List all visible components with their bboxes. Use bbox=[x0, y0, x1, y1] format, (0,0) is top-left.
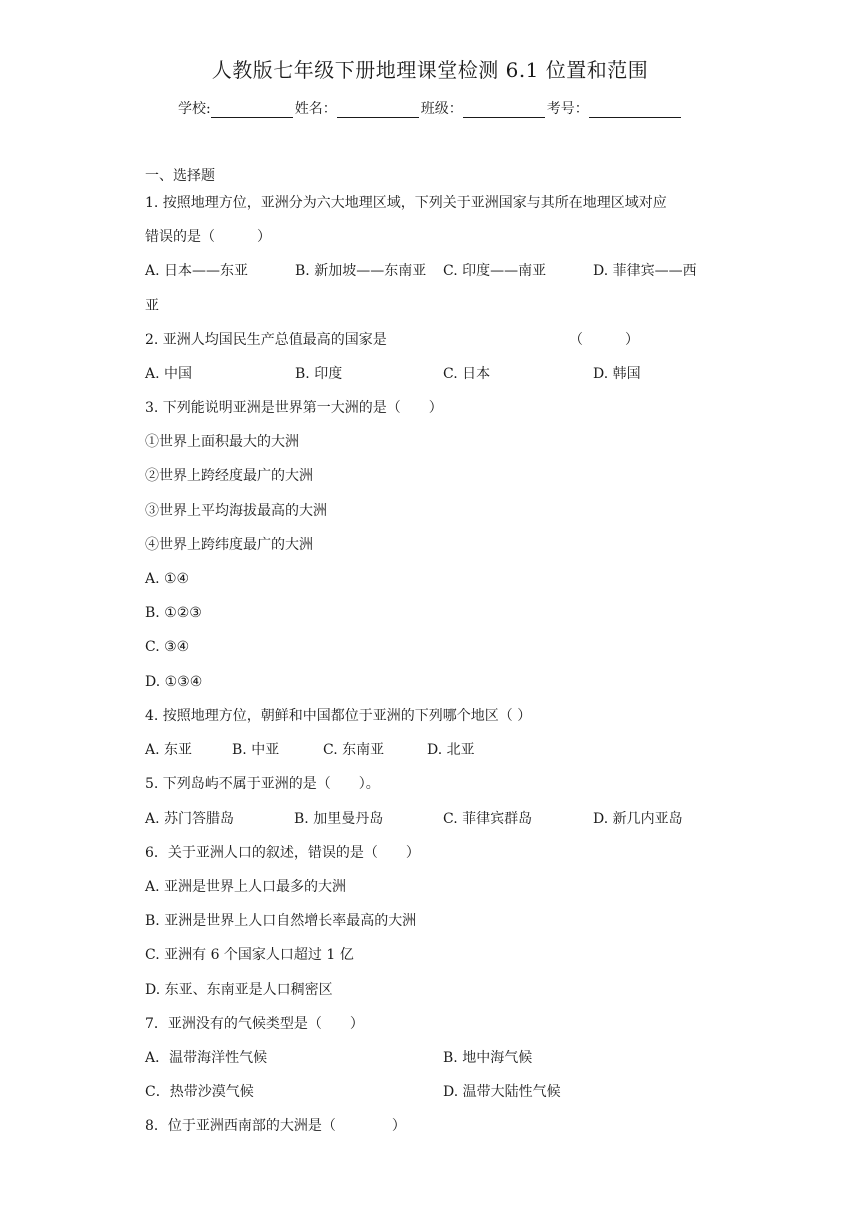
question-4-option-b[interactable]: B. 中亚 bbox=[232, 742, 280, 758]
question-1-option-b[interactable]: B. 新加坡——东南亚 bbox=[295, 263, 427, 279]
question-1-option-d-wrap: 亚 bbox=[145, 298, 159, 314]
question-7-option-a[interactable]: A．温带海洋性气候 bbox=[145, 1050, 268, 1066]
question-2-option-c[interactable]: C. 日本 bbox=[443, 366, 491, 382]
exam-no-blank[interactable] bbox=[589, 101, 681, 118]
question-4-option-d[interactable]: D. 北亚 bbox=[427, 742, 475, 758]
class-blank[interactable] bbox=[463, 101, 545, 118]
section-title: 一、选择题 bbox=[145, 168, 215, 184]
question-5-option-c[interactable]: C. 菲律宾群岛 bbox=[443, 811, 533, 827]
question-6-option-d[interactable]: D. 东亚、东南亚是人口稠密区 bbox=[145, 982, 333, 998]
school-label: 学校: bbox=[178, 101, 211, 117]
question-5-option-d[interactable]: D. 新几内亚岛 bbox=[593, 811, 683, 827]
question-2-option-a[interactable]: A. 中国 bbox=[145, 366, 193, 382]
question-6-option-c[interactable]: C. 亚洲有 6 个国家人口超过 1 亿 bbox=[145, 947, 354, 963]
question-1-option-c[interactable]: C. 印度——南亚 bbox=[443, 263, 547, 279]
question-1-stem-line1: 1. 按照地理方位，亚洲分为六大地理区域，下列关于亚洲国家与其所在地理区域对应 bbox=[145, 195, 667, 211]
question-3-stem: 3. 下列能说明亚洲是世界第一大洲的是（ ） bbox=[145, 400, 443, 416]
question-3-statement-2: ②世界上跨经度最广的大洲 bbox=[145, 468, 313, 484]
question-3-statement-3: ③世界上平均海拔最高的大洲 bbox=[145, 503, 327, 519]
question-5-stem: 5. 下列岛屿不属于亚洲的是（ ）。 bbox=[145, 776, 380, 792]
question-5-option-b[interactable]: B. 加里曼丹岛 bbox=[294, 811, 384, 827]
question-4-option-a[interactable]: A. 东亚 bbox=[145, 742, 193, 758]
question-1-option-a[interactable]: A. 日本——东亚 bbox=[145, 263, 249, 279]
question-8-stem: 8．位于亚洲西南部的大洲是（ ） bbox=[145, 1118, 406, 1134]
question-1-option-d[interactable]: D. 菲律宾——西 bbox=[593, 263, 697, 279]
question-7-stem: 7．亚洲没有的气候类型是（ ） bbox=[145, 1016, 364, 1032]
question-3-option-c[interactable]: C. ③④ bbox=[145, 639, 190, 655]
question-5-option-a[interactable]: A. 苏门答腊岛 bbox=[145, 811, 235, 827]
name-blank[interactable] bbox=[337, 101, 419, 118]
question-2-answer-paren: （ ） bbox=[569, 332, 639, 348]
question-3-option-b[interactable]: B. ①②③ bbox=[145, 605, 202, 621]
question-3-statement-4: ④世界上跨纬度最广的大洲 bbox=[145, 537, 313, 553]
question-6-option-a[interactable]: A. 亚洲是世界上人口最多的大洲 bbox=[145, 879, 347, 895]
question-2-option-d[interactable]: D. 韩国 bbox=[593, 366, 641, 382]
student-info-row bbox=[178, 98, 683, 118]
question-1-stem-line2: 错误的是（ ） bbox=[145, 229, 271, 245]
question-4-option-c[interactable]: C. 东南亚 bbox=[323, 742, 385, 758]
class-label: 班级： bbox=[420, 101, 463, 117]
page-title: 人教版七年级下册地理课堂检测 6.1 位置和范围 bbox=[211, 58, 649, 82]
question-7-option-b[interactable]: B. 地中海气候 bbox=[443, 1050, 533, 1066]
name-label: 姓名： bbox=[294, 101, 337, 117]
exam-no-label: 考号： bbox=[546, 101, 589, 117]
question-7-option-d[interactable]: D. 温带大陆性气候 bbox=[443, 1084, 561, 1100]
question-4-stem: 4. 按照地理方位，朝鲜和中国都位于亚洲的下列哪个地区（ ） bbox=[145, 708, 532, 724]
question-2-option-b[interactable]: B. 印度 bbox=[295, 366, 343, 382]
question-2-stem: 2. 亚洲人均国民生产总值最高的国家是 bbox=[145, 332, 387, 348]
question-3-option-d[interactable]: D. ①③④ bbox=[145, 674, 203, 690]
school-blank[interactable] bbox=[211, 101, 293, 118]
question-3-statement-1: ①世界上面积最大的大洲 bbox=[145, 434, 299, 450]
question-3-option-a[interactable]: A. ①④ bbox=[145, 571, 190, 587]
question-7-option-c[interactable]: C．热带沙漠气候 bbox=[145, 1084, 254, 1100]
question-6-option-b[interactable]: B. 亚洲是世界上人口自然增长率最高的大洲 bbox=[145, 913, 417, 929]
question-6-stem: 6．关于亚洲人口的叙述，错误的是（ ） bbox=[145, 845, 420, 861]
